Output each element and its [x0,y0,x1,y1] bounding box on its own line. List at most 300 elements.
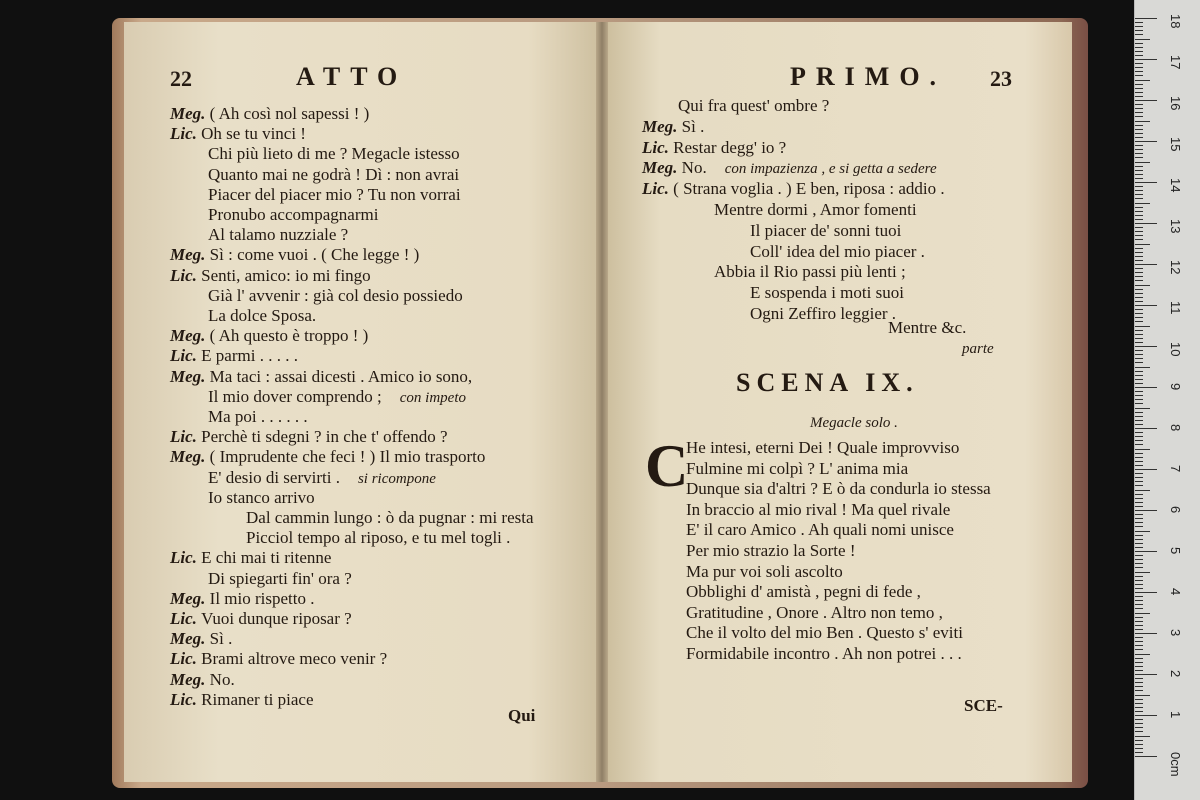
ruler-minor-tick [1135,116,1143,117]
ruler-minor-tick [1135,166,1143,167]
line-text: Ma taci : assai dicesti . Amico io sono, [209,366,473,386]
speaker-label: Lic. [170,689,202,709]
speaker-label: Meg. [170,447,210,467]
line-text: Ma poi . . . . . . [208,407,308,426]
ruler-minor-tick [1135,465,1143,466]
monologue-line: He intesi, eterni Dei ! Quale improvviso [686,438,960,457]
ruler-minor-tick [1135,309,1143,310]
ruler-minor-tick [1135,748,1143,749]
ruler-minor-tick [1135,629,1143,630]
ruler-tick [1135,428,1157,429]
ruler-minor-tick [1135,654,1150,655]
ruler-minor-tick [1135,321,1143,322]
right-catchword: SCE- [964,696,1003,715]
text-line [642,158,937,179]
ruler-minor-tick [1135,231,1143,232]
ruler-minor-tick [1135,572,1150,573]
ruler-minor-tick [1135,514,1143,515]
line-text: Di spiegarti fin' ora ? [208,568,352,588]
ruler-minor-tick [1135,121,1150,122]
line-text: Già l' avvenir : già col desio possiedo [208,285,463,305]
ruler-minor-tick [1135,272,1143,273]
line-text: Piacer del piacer mio ? Tu non vorrai [208,184,461,204]
text-line [750,221,901,240]
mentre-line: Mentre &c. [888,318,967,337]
drop-capital: C [645,433,689,499]
ruler-number: 2 [1168,670,1183,678]
line-text: Vuoi dunque riposar ? [201,609,352,628]
ruler-minor-tick [1135,129,1143,130]
ruler-minor-tick [1135,666,1143,667]
speaker-label: Meg. [170,588,210,608]
ruler-minor-tick [1135,211,1143,212]
text-line [170,326,368,345]
ruler-minor-tick [1135,219,1143,220]
speaker-label: Lic. [170,265,202,285]
line-text: Sì : come vuoi . ( Che legge ! ) [209,245,420,265]
line-text: Brami altrove meco venir ? [201,649,388,669]
ruler-minor-tick [1135,371,1143,372]
speaker-label: Lic. [642,179,674,199]
ruler-tick [1135,100,1157,101]
text-line [750,242,925,261]
text-line [208,165,459,184]
speaker-label: Meg. [642,116,682,136]
ruler-minor-tick [1135,63,1143,64]
ruler-minor-tick [1135,268,1143,269]
ruler-minor-tick [1135,252,1143,253]
line-text: E sospenda i moti suoi [750,283,904,303]
speaker-label: Meg. [170,669,210,689]
text-line [208,225,348,244]
text-line [714,262,906,281]
ruler-minor-tick [1135,621,1143,622]
ruler-minor-tick [1135,506,1143,507]
monologue-line: In braccio al mio rival ! Ma quel rivale [686,499,951,519]
text-line [642,179,945,198]
ruler-minor-tick [1135,539,1143,540]
ruler-number: 15 [1168,137,1183,152]
line-text: Chi più lieto di me ? Megacle istesso [208,144,460,164]
book-gutter [596,22,608,782]
ruler-minor-tick [1135,490,1150,491]
line-text: ( Ah così nol sapessi ! ) [209,104,370,123]
text-line [170,427,448,446]
ruler-minor-tick [1135,43,1143,44]
ruler-minor-tick [1135,686,1143,687]
ruler-minor-tick [1135,293,1143,294]
ruler-minor-tick [1135,153,1143,154]
ruler-tick [1135,592,1157,593]
ruler-tick [1135,510,1157,511]
line-text: E parmi . . . . . [201,346,298,366]
text-line [246,508,534,527]
text-line [208,205,378,224]
text-line [208,468,436,489]
line-text: Il piacer de' sonni tuoi [750,220,902,240]
ruler-minor-tick [1135,576,1143,577]
ruler-minor-tick [1135,449,1150,450]
ruler-number: 12 [1168,260,1183,275]
ruler-minor-tick [1135,399,1143,400]
text-line [170,670,235,689]
ruler-minor-tick [1135,215,1143,216]
ruler-minor-tick [1135,235,1143,236]
text-line [170,367,472,386]
ruler-number: 17 [1168,55,1183,70]
ruler-minor-tick [1135,297,1143,298]
text-line [170,629,232,648]
left-page-header: ATTO [296,62,408,91]
ruler-minor-tick [1135,391,1143,392]
speaker-label: Meg. [170,629,210,649]
line-text: Abbia il Rio passi più lenti ; [714,262,906,282]
ruler-minor-tick [1135,727,1143,728]
text-line [170,447,485,466]
ruler-tick [1135,346,1157,347]
line-text: Pronubo accompagnarmi [208,205,379,224]
ruler-minor-tick [1135,39,1150,40]
line-text: Io stanco arrivo [208,487,315,507]
line-text: Sì . [681,116,705,136]
ruler-minor-tick [1135,682,1143,683]
ruler-minor-tick [1135,198,1143,199]
ruler-minor-tick [1135,563,1143,564]
text-line [208,407,308,426]
ruler-minor-tick [1135,149,1143,150]
ruler-minor-tick [1135,395,1143,396]
line-text: Mentre dormi , Amor fomenti [714,200,917,219]
ruler-minor-tick [1135,424,1143,425]
line-text: Al talamo nuzziale ? [208,225,349,245]
ruler-minor-tick [1135,736,1150,737]
ruler-minor-tick [1135,34,1143,35]
ruler-minor-tick [1135,276,1143,277]
ruler-minor-tick [1135,526,1143,527]
ruler-minor-tick [1135,383,1143,384]
ruler-number: 7 [1168,465,1183,473]
ruler-minor-tick [1135,26,1143,27]
ruler-minor-tick [1135,637,1143,638]
ruler-minor-tick [1135,531,1150,532]
ruler-tick [1135,674,1157,675]
ruler-number: 18 [1168,14,1183,29]
left-page-number: 22 [170,66,192,91]
ruler-minor-tick [1135,244,1150,245]
speaker-label: Lic. [170,124,202,144]
text-line [714,200,917,219]
ruler-minor-tick [1135,280,1143,281]
ruler-tick [1135,264,1157,265]
ruler-minor-tick [1135,51,1143,52]
ruler-tick [1135,551,1157,552]
ruler-minor-tick [1135,498,1143,499]
ruler-tick [1135,715,1157,716]
ruler-minor-tick [1135,604,1143,605]
monologue-line: Gratitudine , Onore . Altro non temo , [686,602,943,622]
ruler-minor-tick [1135,313,1143,314]
speaker-label: Meg. [170,104,210,123]
ruler-minor-tick [1135,285,1150,286]
ruler-number: 8 [1168,424,1183,432]
scene-subheading: Megacle solo . [810,415,898,431]
left-catchword: Qui [508,706,536,725]
ruler-minor-tick [1135,55,1143,56]
monologue-line: Dunque sia d'altri ? E ò da condurla io stessa [686,479,991,499]
ruler-number: 16 [1168,96,1183,111]
ruler-minor-tick [1135,133,1143,134]
ruler-minor-tick [1135,444,1143,445]
speaker-label: Lic. [170,548,202,568]
scene-heading: SCENA IX. [736,368,919,397]
ruler-number: 5 [1168,547,1183,555]
line-text: Oh se tu vinci ! [201,124,306,144]
ruler-minor-tick [1135,104,1143,105]
ruler-tick [1135,305,1157,306]
monologue-line: E' il caro Amico . Ah quali nomi unisce [686,520,954,540]
ruler-minor-tick [1135,481,1143,482]
ruler-minor-tick [1135,588,1143,589]
ruler-minor-tick [1135,207,1143,208]
text-line [208,144,460,163]
line-text: Restar degg' io ? [673,137,787,157]
stage-direction: con impeto [399,389,466,406]
ruler-minor-tick [1135,375,1143,376]
ruler-minor-tick [1135,436,1143,437]
ruler-minor-tick [1135,584,1143,585]
ruler-minor-tick [1135,432,1143,433]
ruler-number: 11 [1168,301,1183,315]
ruler-minor-tick [1135,92,1143,93]
ruler-minor-tick [1135,260,1143,261]
speaker-label: Lic. [170,609,202,628]
ruler-minor-tick [1135,662,1143,663]
ruler-minor-tick [1135,707,1143,708]
ruler-minor-tick [1135,75,1143,76]
speaker-label: Meg. [170,366,210,386]
ruler-minor-tick [1135,613,1150,614]
text-line [246,528,510,547]
line-text: Senti, amico: io mi fingo [201,265,371,285]
ruler-minor-tick [1135,379,1143,380]
ruler-minor-tick [1135,47,1143,48]
ruler-minor-tick [1135,461,1143,462]
line-text: E chi mai ti ritenne [201,548,332,568]
line-text: Coll' idea del mio piacer . [750,241,925,261]
ruler-minor-tick [1135,227,1143,228]
ruler-number: 6 [1168,506,1183,514]
text-line [170,266,371,285]
ruler-minor-tick [1135,170,1143,171]
ruler-minor-tick [1135,457,1143,458]
line-text: ( Strana voglia . ) E ben, riposa : addio . [673,179,945,199]
stage-direction: si ricompone [357,470,436,487]
ruler-minor-tick [1135,518,1143,519]
ruler-minor-tick [1135,338,1143,339]
stage-direction: con impazienza , e si getta a sedere [724,161,937,178]
ruler-minor-tick [1135,740,1143,741]
line-text: ( Ah questo è troppo ! ) [209,326,369,346]
ruler-minor-tick [1135,301,1143,302]
ruler-minor-tick [1135,203,1150,204]
monologue-line: Che il volto del mio Ben . Questo s' eviti [686,623,963,643]
ruler-minor-tick [1135,174,1143,175]
line-text: No. [681,158,707,178]
ruler-minor-tick [1135,248,1143,249]
line-text: La dolce Sposa. [208,306,317,325]
ruler-minor-tick [1135,731,1143,732]
ruler-number: 9 [1168,383,1183,391]
text-line [208,488,315,507]
ruler-minor-tick [1135,67,1143,68]
ruler-minor-tick [1135,289,1143,290]
ruler-minor-tick [1135,190,1143,191]
line-text: No. [209,669,235,689]
ruler-minor-tick [1135,157,1143,158]
ruler-minor-tick [1135,326,1150,327]
ruler-minor-tick [1135,547,1143,548]
speaker-label: Lic. [170,346,202,366]
text-line [208,185,461,204]
text-line [170,346,298,365]
ruler-minor-tick [1135,317,1143,318]
ruler-minor-tick [1135,494,1143,495]
monologue-line: Obblighi d' amistà , pegni di fede , [686,582,921,602]
ruler-tick [1135,59,1157,60]
text-line [170,104,369,123]
ruler-minor-tick [1135,625,1143,626]
parte-direction: parte [962,341,994,357]
ruler-minor-tick [1135,178,1143,179]
ruler-number: 14 [1168,178,1183,193]
line-text: Dal cammin lungo : ò da pugnar : mi resta [246,508,534,527]
ruler-tick [1135,633,1157,634]
ruler-minor-tick [1135,752,1143,753]
line-text: Quanto mai ne godrà ! Dì : non avrai [208,164,460,184]
ruler-minor-tick [1135,645,1143,646]
text-line [170,589,315,608]
ruler-tick [1135,756,1157,757]
ruler-minor-tick [1135,186,1143,187]
ruler-minor-tick [1135,596,1143,597]
ruler-minor-tick [1135,420,1143,421]
line-text: Perchè ti sdegni ? in che t' offendo ? [201,427,448,447]
text-line [642,138,786,157]
line-text: E' desio di servirti . [208,467,340,487]
ruler-minor-tick [1135,403,1143,404]
measurement-ruler [1134,0,1200,800]
line-text: Ogni Zeffiro leggier . [750,304,897,323]
ruler-minor-tick [1135,112,1143,113]
speaker-label: Meg. [642,158,682,178]
right-page-header: PRIMO. [790,62,947,91]
ruler-minor-tick [1135,330,1143,331]
ruler-minor-tick [1135,559,1143,560]
ruler-minor-tick [1135,256,1143,257]
line-text: Il mio rispetto . [209,588,315,608]
text-line [208,286,463,305]
ruler-minor-tick [1135,699,1143,700]
ruler-minor-tick [1135,711,1143,712]
ruler-minor-tick [1135,658,1143,659]
text-line [208,306,316,325]
ruler-minor-tick [1135,723,1143,724]
speaker-label: Lic. [642,137,674,157]
ruler-minor-tick [1135,362,1143,363]
ruler-minor-tick [1135,649,1143,650]
ruler-minor-tick [1135,477,1143,478]
line-text: Qui fra quest' ombre ? [678,96,830,115]
ruler-minor-tick [1135,408,1150,409]
ruler-number: 13 [1168,219,1183,234]
ruler-minor-tick [1135,22,1143,23]
ruler-minor-tick [1135,617,1143,618]
ruler-minor-tick [1135,88,1143,89]
ruler-minor-tick [1135,30,1143,31]
ruler-minor-tick [1135,84,1143,85]
ruler-number: 4 [1168,588,1183,596]
ruler-minor-tick [1135,416,1143,417]
ruler-number: 0cm [1168,752,1183,777]
ruler-tick [1135,182,1157,183]
line-text: Rimaner ti piace [201,689,314,709]
ruler-minor-tick [1135,80,1150,81]
line-text: Picciol tempo al riposo, e tu mel togli . [246,528,511,548]
ruler-tick [1135,18,1157,19]
ruler-minor-tick [1135,125,1143,126]
ruler-minor-tick [1135,342,1143,343]
ruler-minor-tick [1135,440,1143,441]
ruler-minor-tick [1135,678,1143,679]
ruler-minor-tick [1135,670,1143,671]
ruler-minor-tick [1135,719,1143,720]
text-line [208,387,466,408]
line-text: Sì . [209,629,233,649]
text-line [642,117,704,136]
ruler-number: 10 [1168,342,1183,357]
ruler-minor-tick [1135,473,1143,474]
ruler-minor-tick [1135,543,1143,544]
text-line [750,304,896,323]
text-line [170,548,331,567]
ruler-minor-tick [1135,690,1143,691]
speaker-label: Meg. [170,326,210,346]
ruler-minor-tick [1135,502,1143,503]
ruler-minor-tick [1135,535,1143,536]
ruler-tick [1135,469,1157,470]
ruler-tick [1135,223,1157,224]
ruler-minor-tick [1135,580,1143,581]
text-line [170,609,352,628]
ruler-minor-tick [1135,453,1143,454]
ruler-minor-tick [1135,71,1143,72]
ruler-tick [1135,141,1157,142]
ruler-minor-tick [1135,703,1143,704]
line-text: ( Imprudente che feci ! ) Il mio trasporto [209,447,486,467]
ruler-minor-tick [1135,695,1150,696]
ruler-number: 1 [1168,711,1183,719]
speaker-label: Meg. [170,245,210,265]
text-line [170,124,306,143]
ruler-minor-tick [1135,96,1143,97]
ruler-minor-tick [1135,137,1143,138]
ruler-minor-tick [1135,522,1143,523]
ruler-minor-tick [1135,334,1143,335]
ruler-minor-tick [1135,600,1143,601]
ruler-minor-tick [1135,608,1143,609]
right-page-number: 23 [990,66,1012,91]
speaker-label: Lic. [170,427,202,447]
